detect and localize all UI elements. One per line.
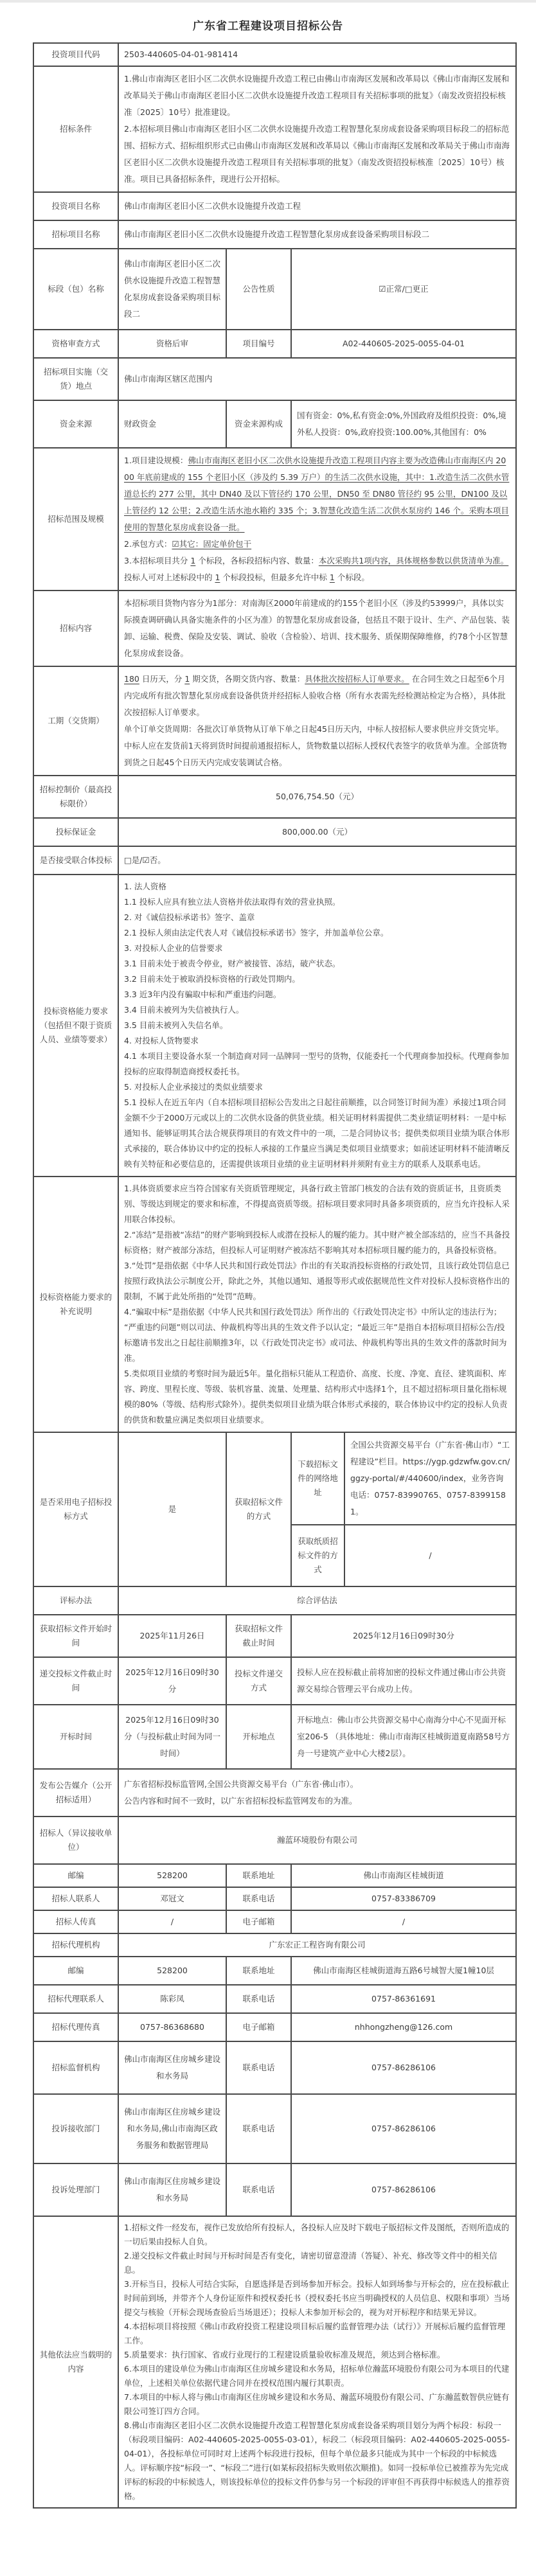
row-qualification-notes bbox=[33, 1177, 516, 1432]
row-tenderer-fax bbox=[33, 1910, 516, 1933]
scope-label: 招标范围及规模 bbox=[33, 448, 118, 591]
qual-review-label: 资格审查方式 bbox=[33, 330, 118, 358]
row-complaint-receive bbox=[33, 2094, 516, 2163]
media-value: 广东省招标投标监管网,全国公共资源交易平台（广东省·佛山市）。 公告内容和时间不一致时，以广东省招标投标监管网发布的为准。 bbox=[118, 1769, 516, 1817]
tenderer-fax-value: / bbox=[118, 1910, 226, 1933]
complaint-receive-value: 佛山市南海区住房城乡建设和水务局,佛山市南海区政务服务和数据管理局 bbox=[118, 2094, 226, 2163]
project-no-label: 项目编号 bbox=[226, 330, 291, 358]
agency-phone-value: 0757-86361691 bbox=[291, 1985, 516, 2013]
row-bid-bond bbox=[33, 818, 516, 846]
agency-address-label: 联系地址 bbox=[226, 1957, 291, 1985]
agency-contact-label: 招标代理联系人 bbox=[33, 1985, 118, 2013]
row-qual-review bbox=[33, 330, 516, 358]
qual-review-value: 资格后审 bbox=[118, 330, 226, 358]
tenderer-post-value: 528200 bbox=[118, 1864, 226, 1887]
conditions-value: 1.佛山市南海区老旧小区二次供水设施提升改造工程已由佛山市南海区发展和改革局以《佛山市南海区发展和改革局关于佛山市南海区老旧小区二次供水设施提升改造工程项目有关招标事项的批复》（南发改资招投标核准〔2025〕10号）批准建设。 2.本招标项目佛山市南海区老旧小区二次供水设施提升改造工程智慧化泵房成套设备采购项目标段二的招标范围、招标方式、招标组织形式已由佛山市南海区发展和改革局以《佛山市南海区发展和改革局关于佛山市南海区老旧小区二次供水设施提升改造工程项目有关招标事项的批复》（南发改资招投标核准〔2025〕10号）核准。项目已具备招标条件，现进行公开招标。 bbox=[118, 66, 516, 192]
page-title: 广东省工程建设项目招标公告 bbox=[193, 20, 343, 33]
doc-start-value: 2025年11月26日 bbox=[118, 1615, 226, 1657]
submit-deadline-value: 2025年12月16日09时30分 bbox=[118, 1657, 226, 1705]
invest-name-value: 佛山市南海区老旧小区二次供水设施提升改造工程 bbox=[118, 192, 516, 220]
invest-code-label: 投资项目代码 bbox=[33, 43, 118, 66]
agency-email-value: nhhongzheng@126.com bbox=[291, 2013, 516, 2041]
doc-deadline-value: 2025年12月16日09时30分 bbox=[291, 1615, 516, 1657]
funding-mix-value: 国有资金：0%,私有资金:0%,外国政府及组织投资：0%,境外私人投资：0%,政府投资:100.00%,其他国有：0% bbox=[291, 400, 516, 448]
row-agency bbox=[33, 1933, 516, 1957]
duration-label: 工期（交货期） bbox=[33, 666, 118, 776]
tenderer-address-value: 佛山市南海区桂城街道 bbox=[291, 1864, 516, 1887]
paper-doc-label: 获取纸质招标文件的方式 bbox=[291, 1525, 344, 1586]
row-tender-name bbox=[33, 220, 516, 249]
e-bidding-value: 是 bbox=[118, 1432, 226, 1586]
complaint-receive-label: 投诉接收部门 bbox=[33, 2094, 118, 2163]
row-agency-fax bbox=[33, 2013, 516, 2041]
agency-post-value: 528200 bbox=[118, 1957, 226, 1985]
row-invest-name bbox=[33, 192, 516, 220]
top-gray-strip bbox=[0, 0, 536, 3]
row-media bbox=[33, 1769, 516, 1817]
row-conditions bbox=[33, 66, 516, 192]
tenderer-email-label: 电子邮箱 bbox=[226, 1910, 291, 1933]
scope-value: 1.项目建设规模：佛山市南海区老旧小区二次供水设施提升改造工程项目内容主要为改造佛山市南海区内 2000 年底前建成的 155 个老旧小区（涉及约 5.39 万户）的生活二次供水设施，其中：1.改造生活二次供水管道总长约 277 公里，其中 DN40 及以下管径约 170 公里，DN50 至 DN80 管径约 95 公里，DN100 及以上管径约 12 公里；2.改造生活水池水箱约 335 个；3.智慧化改造生活二次供水泵房约 146 个。采购本项目使用的智慧化泵房成套设备一批。 2.承包方式：☑其它：固定单价包干 3.本招标项目共分 1 个标段，各标段招标内容、数量：本次采购共1项内容，具体规格参数以供货清单为准。 投标人可对上述标段中的 1 个标段投标，但最多允许中标 1 个标段。 bbox=[118, 448, 516, 591]
qualification-notes-label: 投标资格能力要求的补充说明 bbox=[33, 1177, 118, 1432]
section-name-value: 佛山市南海区老旧小区二次供水设施提升改造工程智慧化泵房成套设备采购项目标段二 bbox=[118, 249, 226, 330]
doc-start-label: 获取招标文件开始时间 bbox=[33, 1615, 118, 1657]
tenderer-label: 招标人（异议接收单位） bbox=[33, 1817, 118, 1864]
agency-contact-value: 陈彩凤 bbox=[118, 1985, 226, 2013]
bid-bond-label: 投标保证金 bbox=[33, 818, 118, 846]
project-no-value: A02-440605-2025-0055-04-01 bbox=[291, 330, 516, 358]
row-funding bbox=[33, 400, 516, 448]
tender-name-value: 佛山市南海区老旧小区二次供水设施提升改造工程智慧化泵房成套设备采购项目标段二 bbox=[118, 220, 516, 249]
row-other bbox=[33, 2216, 516, 2508]
tenderer-address-label: 联系地址 bbox=[226, 1864, 291, 1887]
opening-time-value: 2025年12月16日09时30分（与投标截止时间为同一时间） bbox=[118, 1705, 226, 1769]
complaint-receive-phone-value: 0757-86286106 bbox=[291, 2094, 516, 2163]
tender-announcement-table bbox=[33, 42, 517, 2509]
other-value: 1.招标文件一经发布，视作已发放给所有投标人，各投标人应及时下载电子版招标文件及图纸，否则所造成的一切后果由投标人自负。 2.递交投标文件截止时间与开标时间是否有变化，请密切留意澄清（答疑）、补充、修改等文件中的相关信息。 3.开标当日，投标人可结合实际，自愿选择是否到场参加开标会。投标人如到场参与开标会的，应在投标截止时间前到场，并带齐个人身份证原件和授权委托书（授权委托书应当明确授权的人员信息、权限和事项）当场提交与核验（开标会现场查验后当场退还）；投标人未参加开标会的，视为对开标程序和结果无异议。 4.本招标项目将按照《佛山市政府投资工程建设项目标后履约监督管理办法（试行）》开展标后履约监督管理工作。 5.质量要求：执行国家、省或行业现行的工程建设质量验收标准及规范，须达到合格标准。 6.本项目的建设单位为佛山市南海区住房城乡建设和水务局，招标单位瀚蓝环境股份有限公司为本项目的代建单位，上述相关单位依据代建合同并在授权范围内履行其职责。 7.本项目的中标人将与佛山市南海区住房城乡建设和水务局、瀚蓝环境股份有限公司、广东瀚蓝数智供应链有限公司签订四方合同。 8.佛山市南海区老旧小区二次供水设施提升改造工程智慧化泵房成套设备采购项目划分为两个标段：标段一（标段项目编码：A02-440605-2025-0055-03-01），标段二（标段项目编码：A02-440605-2025-0055-04-01），各投标单位可同时对上述两个标段进行投标，但每个单位最多只能成为其中一个标段的中标候选人。评标顺序按“标段一”、“标段二”进行(如某标段招标失败则依次顺推)。如同一投标单位已被推荐为先完成评标的标段的中标候选人，则该投标单位的投标文件仍参与另一个标段的评审但不再获得中标候选人的推荐资格。 bbox=[118, 2216, 516, 2508]
funding-mix-label: 资金来源构成 bbox=[226, 400, 291, 448]
complaint-receive-phone-label: 联系电话 bbox=[226, 2094, 291, 2163]
agency-post-label: 邮编 bbox=[33, 1957, 118, 1985]
row-control-price bbox=[33, 776, 516, 818]
tenderer-fax-label: 招标人传真 bbox=[33, 1910, 118, 1933]
evaluation-value: 综合评估法 bbox=[118, 1586, 516, 1615]
row-tenderer bbox=[33, 1817, 516, 1864]
funding-value: 财政资金 bbox=[118, 400, 226, 448]
tenderer-email-value: / bbox=[291, 1910, 516, 1933]
control-price-value: 50,076,754.50（元） bbox=[118, 776, 516, 818]
row-delivery-place bbox=[33, 358, 516, 400]
doc-download-url-value: 全国公共资源交易平台（广东省·佛山市）“工程建设”栏目。https://ygp.gdzwfw.gov.cn/ggzy-portal/#/440600/index，业务咨询电话：0757-83990765、0757-83991581。 bbox=[344, 1432, 516, 1525]
qualification-req-label: 投标资格能力要求（包括但不限于资质人员、业绩等要求） bbox=[33, 875, 118, 1177]
complaint-handle-phone-label: 联系电话 bbox=[226, 2163, 291, 2216]
control-price-label: 招标控制价（最高投标限价） bbox=[33, 776, 118, 818]
bid-bond-value: 800,000.00（元） bbox=[118, 818, 516, 846]
tenderer-post-label: 邮编 bbox=[33, 1864, 118, 1887]
supervision-phone-value: 0757-86286106 bbox=[291, 2041, 516, 2094]
row-duration bbox=[33, 666, 516, 776]
submit-method-label: 投标文件递交方式 bbox=[226, 1657, 291, 1705]
qualification-req-value: 1. 法人资格 1.1 投标人应具有独立法人资格并依法取得有效的营业执照。 2. 对《诚信投标承诺书》签字、盖章 2.1 投标人须由法定代表人对《诚信投标承诺书》签字，并加盖单位公章。 3. 对投标人企业的信誉要求 3.1 目前未处于被责令停业，财产被接管、冻结，破产状态。 3.2 目前未处于被取消投标资格的行政处罚期内。 3.3 近3年内没有骗取中标和严重违约问题。 3.4 目前未被列为失信被执行人。 3.5 目前未被列入失信名单。 4. 对投标人货物要求 4.1 本项目主要设备水泵一个制造商对同一品牌同一型号的货物，仅能委托一个代理商参加投标。代理商参加投标的应取得制造商授权委托书。 5. 对投标人企业承接过的类似业绩要求 5.1 投标人在近五年内（自本招标项目招标公告发出之日起往前顺推，以合同签订时间为准）承接过1项合同金额不少于2000万元或以上的二次供水设备的供货业绩。相关证明材料需提供二类业绩证明材料：一是中标通知书、能够证明其合法合规获得项目的有效文件中的一项，二是合同协议书；提供类似项目业绩为联合体形式承接的，联合体协议中约定的投标人承接的工作量应当满足类似项目业绩要求；如前述证明材料不能清晰反映有关特征和必要信息的，还需提供该项目业绩的业主证明材料并须附有业主方的联系人及联系电话。 bbox=[118, 875, 516, 1177]
doc-deadline-label: 获取招标文件截止时间 bbox=[226, 1615, 291, 1657]
row-supervision bbox=[33, 2041, 516, 2094]
agency-email-label: 电子邮箱 bbox=[226, 2013, 291, 2041]
tenderer-value: 瀚蓝环境股份有限公司 bbox=[118, 1817, 516, 1864]
tenderer-phone-value: 0757-83386709 bbox=[291, 1887, 516, 1910]
e-bidding-label: 是否采用电子招标投标方式 bbox=[33, 1432, 118, 1586]
row-section-name bbox=[33, 249, 516, 330]
agency-fax-value: 0757-86368680 bbox=[118, 2013, 226, 2041]
opening-place-label: 开标地点 bbox=[226, 1705, 291, 1769]
row-agency-post bbox=[33, 1957, 516, 1985]
tenderer-phone-label: 联系电话 bbox=[226, 1887, 291, 1910]
row-tenderer-post bbox=[33, 1864, 516, 1887]
row-agency-contact bbox=[33, 1985, 516, 2013]
notice-nature-label: 公告性质 bbox=[226, 249, 291, 330]
agency-label: 招标代理机构 bbox=[33, 1933, 118, 1957]
row-evaluation bbox=[33, 1586, 516, 1615]
delivery-place-value: 佛山市南海区辖区范围内 bbox=[118, 358, 516, 400]
supervision-label: 招标监督机构 bbox=[33, 2041, 118, 2094]
row-opening bbox=[33, 1705, 516, 1769]
agency-value: 广东宏正工程咨询有限公司 bbox=[118, 1933, 516, 1957]
funding-label: 资金来源 bbox=[33, 400, 118, 448]
other-label: 其他依法应当载明的内容 bbox=[33, 2216, 118, 2508]
opening-place-value: 开标地点：佛山市公共资源交易中心南海分中心不见面开标室206-5 （具体地址：佛山市南海区桂城街道夏南路58号方舟一号建筑产业中心大楼2层）。 bbox=[291, 1705, 516, 1769]
consortium-value: □是/☑否。 bbox=[118, 846, 516, 875]
agency-phone-label: 联系电话 bbox=[226, 1985, 291, 2013]
submit-deadline-label: 递交投标文件截止时间 bbox=[33, 1657, 118, 1705]
row-content bbox=[33, 591, 516, 666]
evaluation-label: 评标办法 bbox=[33, 1586, 118, 1615]
invest-name-label: 投资项目名称 bbox=[33, 192, 118, 220]
opening-time-label: 开标时间 bbox=[33, 1705, 118, 1769]
section-name-label: 标段（包）名称 bbox=[33, 249, 118, 330]
row-e-bidding bbox=[33, 1432, 516, 1525]
doc-download-url-label: 下载招标文件的网络地址 bbox=[291, 1432, 344, 1525]
complaint-handle-phone-value: 0757-86286106 bbox=[291, 2163, 516, 2216]
conditions-label: 招标条件 bbox=[33, 66, 118, 192]
bottom-whitespace bbox=[0, 2509, 536, 2576]
row-invest-code bbox=[33, 43, 516, 66]
content-label: 招标内容 bbox=[33, 591, 118, 666]
row-doc-time bbox=[33, 1615, 516, 1657]
row-complaint-handle bbox=[33, 2163, 516, 2216]
row-scope bbox=[33, 448, 516, 591]
delivery-place-label: 招标项目实施（交货）地点 bbox=[33, 358, 118, 400]
media-label: 发布公告媒介（公开招标适用） bbox=[33, 1769, 118, 1817]
tenderer-contact-value: 邓冠文 bbox=[118, 1887, 226, 1910]
complaint-handle-value: 佛山市南海区住房城乡建设和水务局 bbox=[118, 2163, 226, 2216]
qualification-notes-value: 1.具体资质要求应当符合国家有关资质管理规定，具备行政主管部门核发的合法有效的资质证书，且资质类别、等级达到规定的要求和标准，不得提高资质等级。招标项目要求同时具备多项资质的，应当允许投标人采用联合体投标。 2.“冻结”是指被“冻结”的财产影响到投标人或潜在投标人的履约能力。其中财产被全部冻结的，应当不具备投标资格；财产被部分冻结，但投标人可证明财产被冻结不影响其对本招标项目履约能力的，具备投标资格。 3.“处罚”是指依据《中华人民共和国行政处罚法》作出的有关取消投标资格的行政处罚，且该行政处罚信息已按照行政执法公示制度公开，除此之外，其他以通知、通报等形式或依据规范性文件对投标人投标资格作出的限制，不属于此处所指的“处罚”范畴。 4.“骗取中标”是指依据《中华人民共和国行政处罚法》所作出的《行政处罚决定书》中所认定的违法行为；“严重违约问题”则以司法、仲裁机构等出具的生效文件予以认定；“最近三年”是指自本招标项目招标公告/投标邀请书发出之日起往前顺推3年，以《行政处罚决定书》或司法、仲裁机构等出具的生效文件的落款时间为准。 5.类似项目业绩的考察时间为最近5年。量化指标只能从工程造价、高度、长度、净宽、直径、建筑面积、库容、跨度、里程长度、等级、装机容量、流量、处理量、结构形式中选择1个，且不超过招标项目量化指标规模的80%（等级、结构形式除外）。提供类似项目业绩为联合体形式承接的，联合体协议中约定的投标人负责的供货和数量应满足类似项目业绩要求。 bbox=[118, 1177, 516, 1432]
tender-name-label: 招标项目名称 bbox=[33, 220, 118, 249]
consortium-label: 是否接受联合体投标 bbox=[33, 846, 118, 875]
notice-nature-value: ☑正常/□更正 bbox=[291, 249, 516, 330]
row-submit-deadline bbox=[33, 1657, 516, 1705]
supervision-phone-label: 联系电话 bbox=[226, 2041, 291, 2094]
doc-obtain-label: 获取招标文件的方式 bbox=[226, 1432, 291, 1586]
complaint-handle-label: 投诉处理部门 bbox=[33, 2163, 118, 2216]
agency-fax-label: 招标代理传真 bbox=[33, 2013, 118, 2041]
content-value: 本招标项目货物内容分为1部分：对南海区2000年前建成的约155个老旧小区（涉及约53999户，具体以实际摸查调研确认具备实施条件的小区为准）的智慧化泵房成套设备，包括且不限于设计、生产、产品包装、装卸、运输、税费、保险及安装、调试、验收（含检验）、培训、技术服务、质保期保障维修，约78个小区智慧化泵房成套设备。 bbox=[118, 591, 516, 666]
row-consortium bbox=[33, 846, 516, 875]
row-qualification-req bbox=[33, 875, 516, 1177]
tenderer-contact-label: 招标人联系人 bbox=[33, 1887, 118, 1910]
duration-value: 180 日历天，分 1 期交货，各期交货内容、数量：具体批次按招标人订单要求。 在合同生效之日起至6个月内完成所有批次智慧化泵房成套设备供货并经招标人验收合格（所有水表需先经检测站检定为合格），具体批次按招标人订单要求。 单个订单交货周期：各批次订单货物从订单下单之日起45日历天内，中标人按招标人要求供应并交货完毕。中标人应在发货前1天将到货时间提前通报招标人，货物数量以招标人授权代表签字的收货单为准。全部货物到货之日起45个日历天内完成安装调试合格。 bbox=[118, 666, 516, 776]
agency-address-value: 佛山市南海区桂城街道海五路6号城智大厦1幢10层 bbox=[291, 1957, 516, 1985]
row-tenderer-contact bbox=[33, 1887, 516, 1910]
paper-doc-value: / bbox=[344, 1525, 516, 1586]
invest-code-value: 2503-440605-04-01-981414 bbox=[118, 43, 516, 66]
submit-method-value: 投标人应在投标截止前将加密的投标文件通过佛山市公共资源交易综合管理云平台成功上传。 bbox=[291, 1657, 516, 1705]
supervision-value: 佛山市南海区住房城乡建设和水务局 bbox=[118, 2041, 226, 2094]
